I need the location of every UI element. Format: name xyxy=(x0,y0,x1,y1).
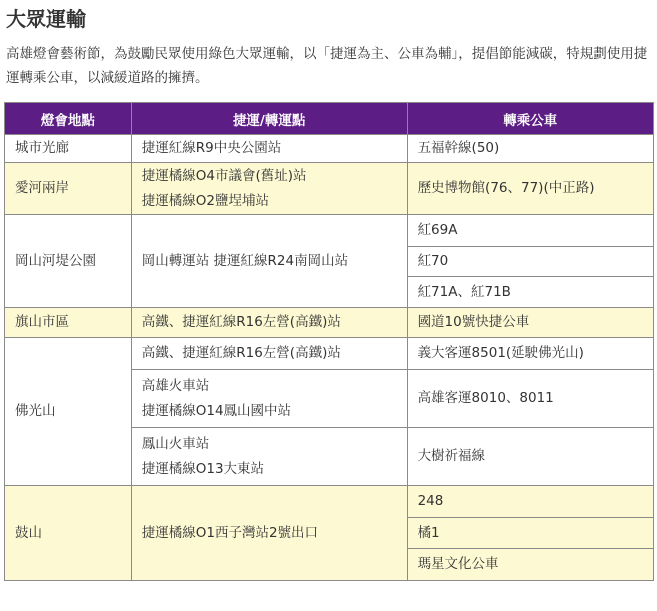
station-line: 高鐵、捷運紅線R16左營(高鐵)站 xyxy=(141,314,341,330)
station-line: 捷運橘線O14鳳山國中站 xyxy=(141,402,292,419)
header-bus: 轉乘公車 xyxy=(407,103,653,135)
cell-bus: 義大客運8501(延駛佛光山) xyxy=(407,338,653,370)
table-row xyxy=(5,135,654,163)
station-line: 高雄火車站 xyxy=(141,377,210,394)
station-line: 捷運橘線O1西子灣站2號出口 xyxy=(141,524,319,541)
cell-station xyxy=(131,135,407,163)
cell-station xyxy=(131,215,407,308)
cell-location: 鼓山 xyxy=(5,486,132,581)
cell-bus: 五福幹線(50) xyxy=(407,135,653,163)
cell-station xyxy=(131,163,407,215)
station-line: 鳳山火車站 xyxy=(141,435,210,452)
station-line: 岡山轉運站 捷運紅線R24南岡山站 xyxy=(141,252,349,269)
cell-bus: 歷史博物館(76、77)(中正路) xyxy=(407,163,653,215)
table-row xyxy=(5,308,654,338)
station-line: 捷運橘線O13大東站 xyxy=(141,460,265,477)
cell-station xyxy=(131,338,407,370)
header-location: 燈會地點 xyxy=(5,103,132,135)
cell-bus: 高雄客運8010、8011 xyxy=(407,370,653,428)
cell-location: 旗山市區 xyxy=(5,308,132,338)
cell-bus: 橘1 xyxy=(407,518,653,549)
station-line: 高鐵、捷運紅線R16左營(高鐵)站 xyxy=(141,345,341,361)
page-title: 大眾運輸 xyxy=(6,7,86,31)
station-line: 捷運橘線O4市議會(舊址)站 xyxy=(141,167,307,184)
cell-bus: 紅69A xyxy=(407,215,653,247)
cell-bus: 國道10號快捷公車 xyxy=(407,308,653,338)
cell-bus: 248 xyxy=(407,486,653,518)
cell-bus: 紅71A、紅71B xyxy=(407,277,653,308)
table-body xyxy=(5,135,654,581)
table-row xyxy=(5,338,654,370)
cell-bus: 瑪星文化公車 xyxy=(407,549,653,581)
cell-location: 岡山河堤公園 xyxy=(5,215,132,308)
cell-bus: 大樹祈福線 xyxy=(407,428,653,486)
table-header-row xyxy=(5,103,654,135)
cell-station xyxy=(131,428,407,486)
table-row xyxy=(5,163,654,215)
cell-location: 愛河兩岸 xyxy=(5,163,132,215)
header-station: 捷運/轉運點 xyxy=(131,103,407,135)
transit-table xyxy=(4,102,654,581)
cell-station xyxy=(131,308,407,338)
cell-station xyxy=(131,370,407,428)
cell-station xyxy=(131,486,407,581)
intro-paragraph: 高雄燈會藝術節，為鼓勵民眾使用綠色大眾運輸，以「捷運為主、公車為輔」，提倡節能減碳，特規劃使用捷運轉乘公車，以減緩道路的擁擠。 xyxy=(6,46,648,86)
table-row xyxy=(5,215,654,247)
station-line: 捷運橘線O2鹽埕埔站 xyxy=(141,192,269,209)
cell-location: 城市光廊 xyxy=(5,135,132,163)
table-row xyxy=(5,486,654,518)
cell-location: 佛光山 xyxy=(5,338,132,486)
station-line: 捷運紅線R9中央公園站 xyxy=(141,140,282,156)
cell-bus: 紅70 xyxy=(407,247,653,277)
